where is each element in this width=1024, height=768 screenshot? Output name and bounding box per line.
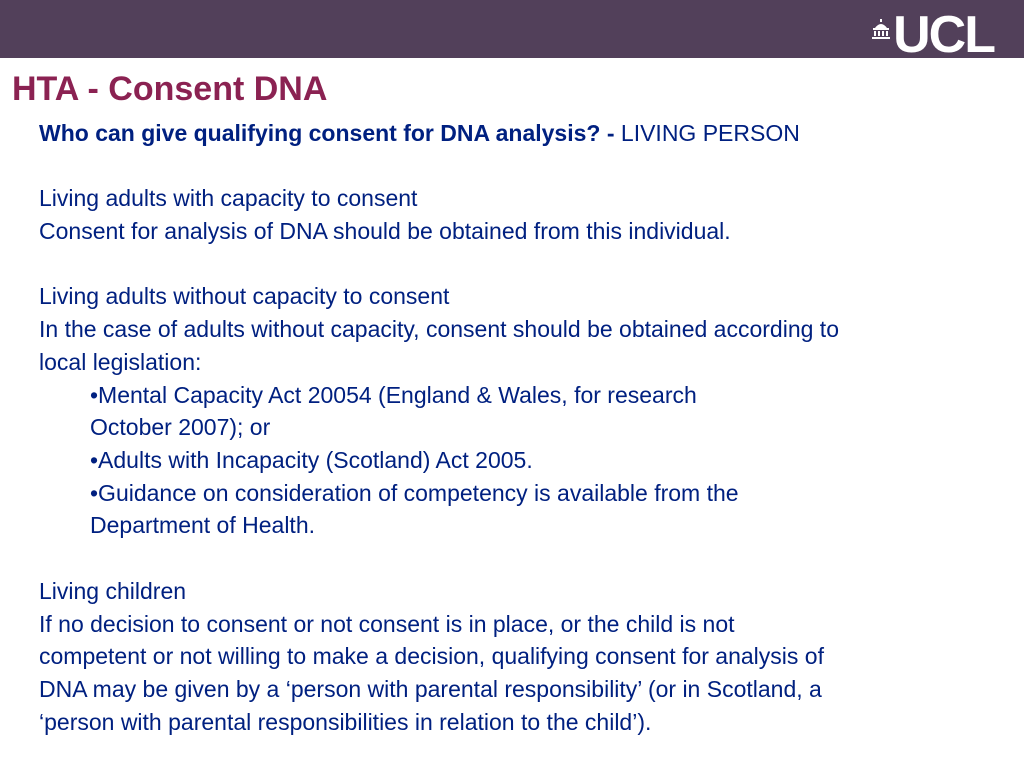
section-text-capacity: Consent for analysis of DNA should be obtained from this individual. xyxy=(39,218,731,245)
spacer xyxy=(39,150,999,183)
spacer xyxy=(39,542,999,575)
page-title: HTA - Consent DNA xyxy=(12,70,328,108)
header-bar xyxy=(0,0,1024,64)
question-text: Who can give qualifying consent for DNA analysis? - xyxy=(39,120,615,146)
bullet-item: •Mental Capacity Act 20054 (England & Wales, for research xyxy=(90,381,697,408)
logo-text: UCL xyxy=(893,6,994,64)
section-text-children: competent or not willing to make a decision, qualifying consent for analysis of xyxy=(39,643,824,670)
section-text-children: ‘person with parental responsibilities in relation to the child’). xyxy=(39,708,652,735)
question-line xyxy=(39,117,999,150)
section-text-children: DNA may be given by a ‘person with parental responsibility’ (or in Scotland, a xyxy=(39,675,822,702)
slide-body xyxy=(39,117,999,738)
bullet-item-cont: Department of Health. xyxy=(90,512,316,539)
section-text-no-capacity-1: In the case of adults without capacity, consent should be obtained according to xyxy=(39,316,839,343)
bullet-item: •Guidance on consideration of competency is available from the xyxy=(90,479,739,506)
question-answer: LIVING PERSON xyxy=(620,120,800,146)
section-heading-children: Living children xyxy=(39,577,187,604)
spacer xyxy=(39,248,999,281)
portico-icon xyxy=(872,19,890,39)
ucl-logo xyxy=(872,6,994,64)
bullet-item-cont: October 2007); or xyxy=(90,414,271,441)
section-text-children: If no decision to consent or not consent is in place, or the child is not xyxy=(39,610,735,637)
section-heading-no-capacity: Living adults without capacity to consent xyxy=(39,283,450,310)
section-text-no-capacity-2: local legislation: xyxy=(39,348,202,375)
section-heading-capacity: Living adults with capacity to consent xyxy=(39,185,418,212)
bullet-item: •Adults with Incapacity (Scotland) Act 2005. xyxy=(90,447,533,473)
